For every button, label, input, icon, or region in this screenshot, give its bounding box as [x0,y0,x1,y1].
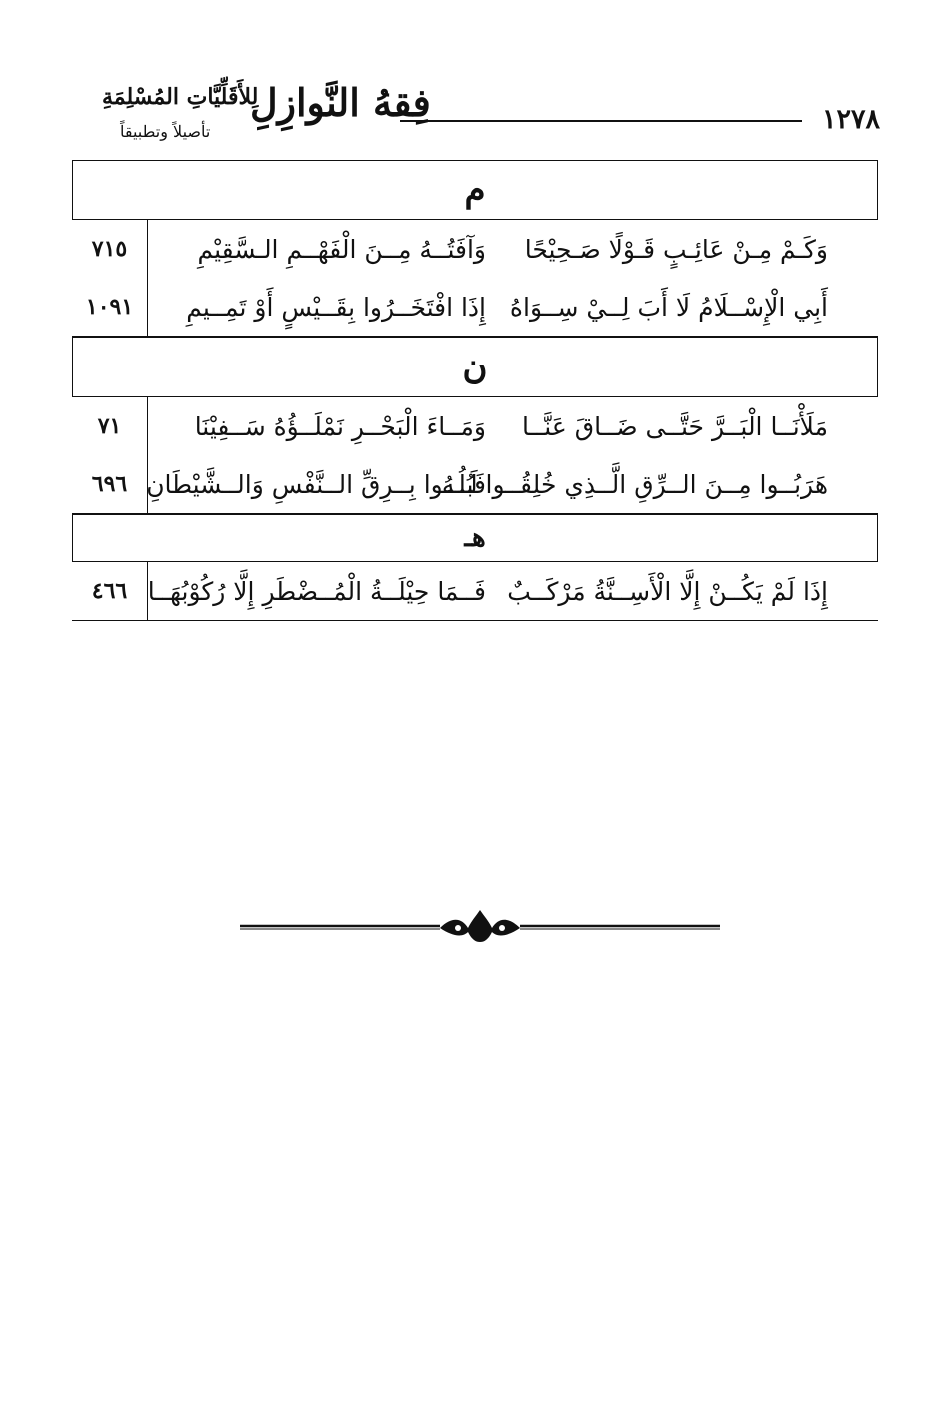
verse-first-hemistich: مَلَأْنَــا الْبَــرَّ حَتَّــى ضَــاقَ عَنَّــا [522,411,828,441]
page-header [70,70,880,150]
verse-first-hemistich: وَكَـمْ مِـنْ عَائِـبٍ قَـوْلًا صَـحِيْحًا [524,234,828,264]
verse-block-mim [72,220,878,337]
verse-first-hemistich: أَبِي الْإِسْــلَامُ لَا أَبَ لِــيْ سِــوَاهُ [509,292,828,322]
header-rule [400,120,802,122]
verse-line [148,278,878,336]
verse-first-hemistich: إِذَا لَمْ يَكُــنْ إِلَّا الْأَسِــنَّةُ مَرْكَــبٌ [507,576,828,606]
verse-second-hemistich: فَبُلُــوا بِــرِقِّ الــنَّفْسِ وَالــشَّيْطَانِ [146,469,486,499]
verse-first-hemistich: هَرَبُــوا مِــنَ الــرِّقِ الَّــذِي خُلِقُــوا لَــهُ [441,469,828,499]
verse-line [148,455,878,513]
verse-second-hemistich: إِذَا افْتَخَــرُوا بِقَــيْسٍ أَوْ تَمِــيمِ [186,292,486,322]
verse-index-table [72,160,878,621]
page-ref: ٤٦٦ [91,578,128,604]
verse-block-nun [72,397,878,514]
section-letter-mim: م [72,160,878,220]
section-letter-nun: ن [72,337,878,397]
floral-divider-icon [240,906,720,946]
verse-second-hemistich: وَمَــاءَ الْبَحْــرِ نَمْلَــؤُهُ سَــفِيْنَا [194,411,486,441]
page-ref: ١٠٩١ [85,294,134,320]
verses-column [148,562,878,620]
section-letter-ha: هـ [72,514,878,562]
page-ref: ٧١٥ [91,236,128,262]
verse-second-hemistich: وَآفَتُــهُ مِــنَ الْفَهْــمِ الـسَّقِيْمِ [197,234,486,264]
page-ref-column [72,397,148,513]
verse-line [148,562,878,620]
verse-line [148,220,878,278]
page-ref-column [72,220,148,336]
verses-column [148,397,878,513]
verses-column [148,220,878,336]
verse-block-ha [72,562,878,620]
verse-line [148,397,878,455]
page-ref: ٧١ [97,413,122,439]
page-ref: ٦٩٦ [91,471,128,497]
book-title: فِقهُ النَّوازِلِ [250,80,431,125]
verse-second-hemistich: فَــمَا حِيْلَــةُ الْمُــضْطَرِ إِلَّا رُكُوْبُهَــا [147,576,486,606]
page-number: ١٢٧٨ [821,104,880,135]
table-end-rule [72,620,878,621]
book-subtitle: لِلأَقَلِّيَّاتِ المُسْلِمَةِ [102,84,259,110]
page-ref-column [72,562,148,620]
book-tagline: تأصيلاً وتطبيقاً [120,122,211,141]
